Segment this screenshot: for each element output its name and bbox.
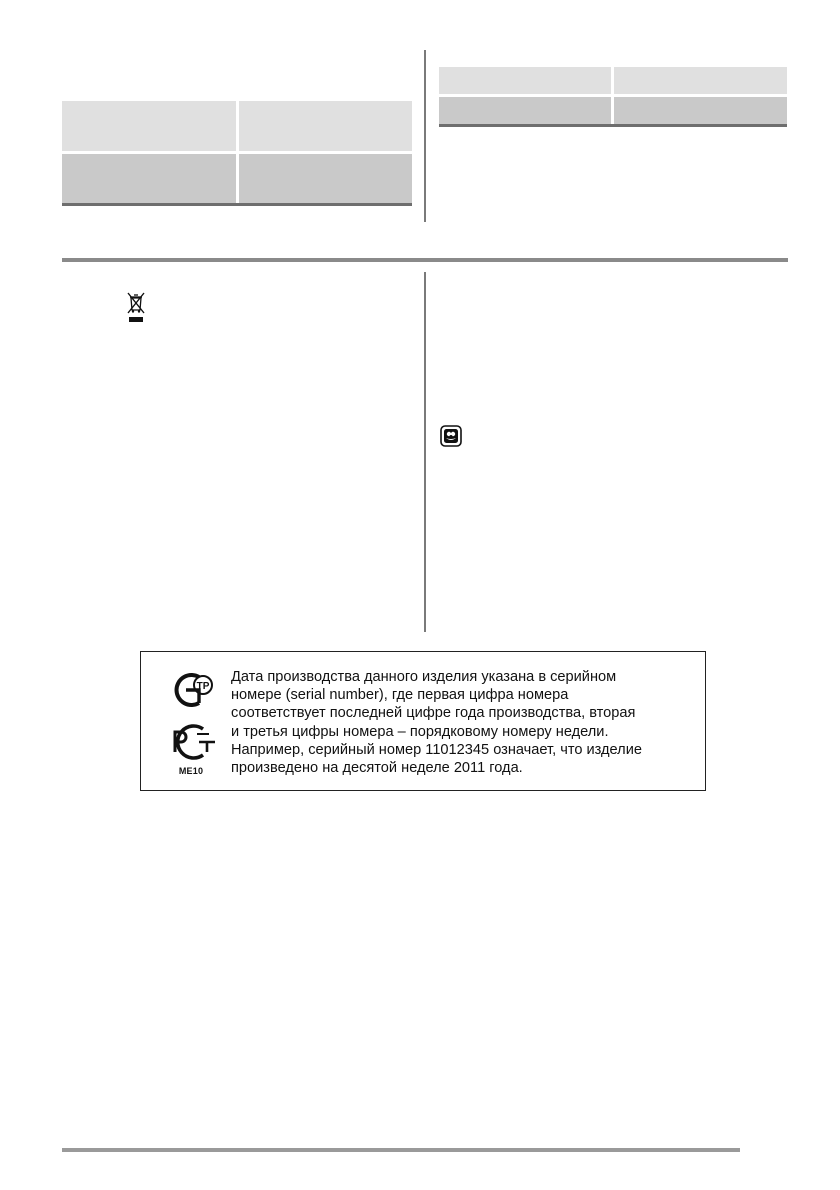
table-bottom-border (62, 203, 412, 206)
certification-notice (140, 651, 706, 791)
table-cell (239, 154, 412, 203)
table-cell (439, 97, 611, 124)
certification-line: номере (serial number), где первая цифра номера (231, 687, 569, 704)
table-row (439, 97, 787, 124)
certification-code: ME10 (178, 766, 204, 776)
column-divider-bottom (424, 272, 426, 632)
table-cell (614, 67, 787, 94)
table-cell (62, 154, 236, 203)
specs-table-left (62, 101, 412, 206)
footer-rule (62, 1148, 740, 1152)
table-cell (62, 101, 236, 151)
crossed-out-wheelie-bin-icon (126, 291, 146, 323)
certification-line: Например, серийный номер 11012345 означает, что изделие (231, 741, 642, 758)
eco-flower-icon (440, 425, 462, 447)
column-divider-top (424, 50, 426, 222)
table-row (62, 101, 412, 151)
section-rule (62, 258, 788, 262)
table-row (62, 154, 412, 203)
table-cell (614, 97, 787, 124)
certification-line: и третья цифры номера – порядковому номеру недели. (231, 723, 609, 740)
pct-mark-icon (163, 722, 219, 762)
table-cell (439, 67, 611, 94)
mark-letters-eac: ТР (196, 681, 210, 692)
certification-line: произведено на десятой неделе 2011 года. (231, 760, 523, 777)
certification-logos (163, 670, 219, 790)
certification-line: соответствует последней цифре года производства, вторая (231, 705, 636, 722)
table-row (439, 67, 787, 94)
certification-line: Дата производства данного изделия указана в серийном (231, 669, 617, 685)
table-cell (239, 101, 412, 151)
certification-text (231, 668, 701, 777)
specs-table-right (439, 67, 787, 127)
table-bottom-border (439, 124, 787, 127)
gost-tr-mark-icon (165, 670, 213, 710)
